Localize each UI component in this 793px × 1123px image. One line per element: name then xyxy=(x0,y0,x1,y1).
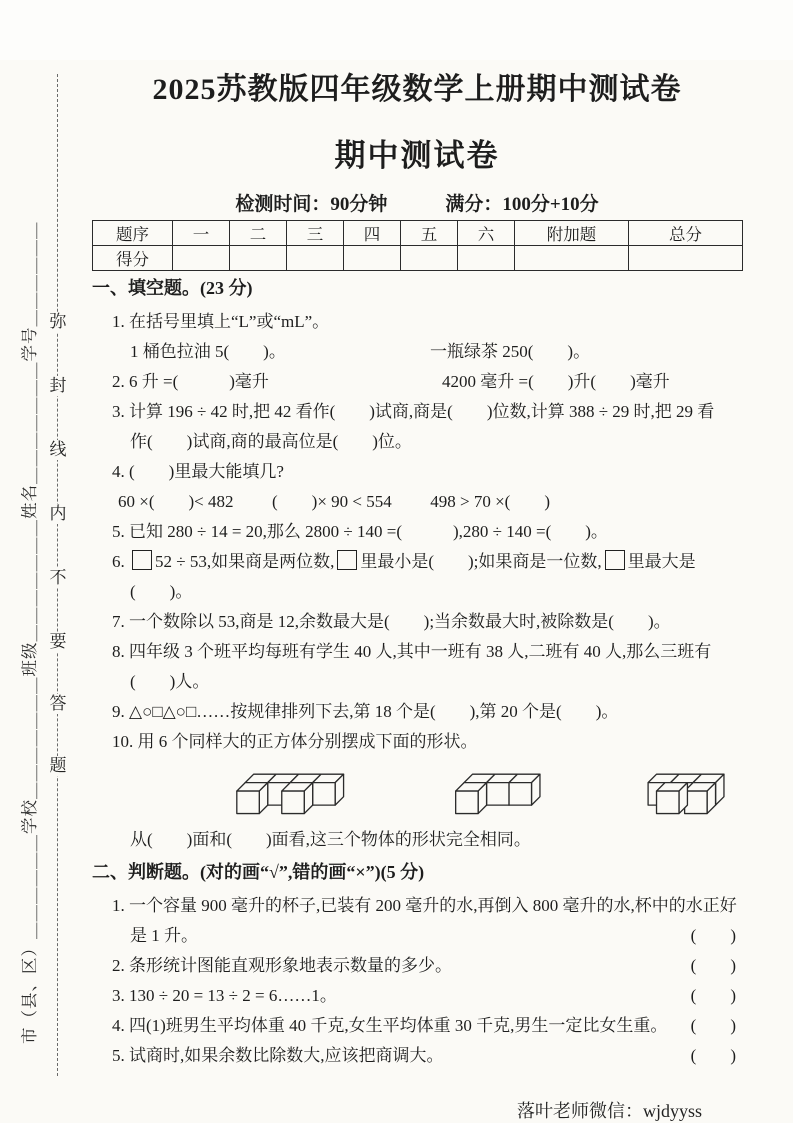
judge-q2-text: 2. 条形统计图能直观形象地表示数量的多少。 xyxy=(112,956,452,975)
seal-char: 封 xyxy=(47,376,69,396)
fill-q4b: ( )× 90 < 554 xyxy=(272,492,392,511)
page-subtitle: 期中测试卷 xyxy=(334,138,500,173)
fill-q5: 5. 已知 280 ÷ 14 = 20,那么 2800 ÷ 140 =( ),280 ÷ 140 =( )。 xyxy=(112,522,608,541)
score-col-header: 二 xyxy=(230,221,287,246)
page-title: 2025苏教版四年级数学上册期中测试卷 xyxy=(152,73,682,106)
score-col-header: 三 xyxy=(287,221,344,246)
judge-q2 xyxy=(92,951,742,981)
judge-q1-line1: 1. 一个容量 900 毫升的杯子,已装有 200 毫升的水,再倒入 800 毫升的水,杯中的水正好 xyxy=(112,896,737,915)
score-cell-empty xyxy=(287,246,344,271)
fill-q1-blanks xyxy=(92,337,742,367)
fill-q1a: 1 桶色拉油 5( )。 xyxy=(130,342,286,361)
fill-q2 xyxy=(92,367,742,397)
blank-box xyxy=(337,550,357,570)
fill-q6-text: 6. xyxy=(112,552,129,571)
score-col-header: 总分 xyxy=(629,221,743,246)
answer-bracket: ( ) xyxy=(690,956,736,975)
section-1-heading: 一、填空题。(23 分) xyxy=(92,278,253,298)
fill-q8-line1: 8. 四年级 3 个班平均每班有学生 40 人,其中一班有 38 人,二班有 40 人,那么三班有 xyxy=(112,642,712,661)
paper-content xyxy=(92,0,742,1123)
score-cell-empty xyxy=(173,246,230,271)
exam-score-label: 满分：100分+10分 xyxy=(445,194,599,215)
score-cell-empty xyxy=(629,246,743,271)
score-row-label: 得分 xyxy=(93,246,173,271)
judge-questions xyxy=(92,891,742,1071)
answer-bracket: ( ) xyxy=(690,1016,736,1035)
judge-q1-text: 是 1 升。 xyxy=(130,926,198,945)
footer-credit: 落叶老师微信：wjdyyss xyxy=(516,1101,702,1121)
score-table-score-row xyxy=(93,246,743,271)
seal-char: 弥 xyxy=(47,312,69,332)
fill-q6-text: 里最大是 xyxy=(627,552,696,571)
fill-q1b: 一瓶绿茶 250( )。 xyxy=(430,342,591,361)
fill-q6-line1 xyxy=(92,547,742,577)
score-cell-empty xyxy=(401,246,458,271)
judge-q4-text: 4. 四(1)班男生平均体重 40 千克,女生平均体重 30 千克,男生一定比女生重。 xyxy=(112,1016,668,1035)
score-cell-empty xyxy=(515,246,629,271)
cube-figure-1 xyxy=(234,759,374,825)
seal-char: 不 xyxy=(47,568,69,588)
exam-time-label: 检测时间：90分钟 xyxy=(235,194,388,215)
answer-bracket: ( ) xyxy=(690,926,736,945)
fill-q8-line2: ( )人。 xyxy=(130,672,210,691)
section-2-heading: 二、判断题。(对的画“√”,错的画“×”)(5 分) xyxy=(92,862,425,882)
score-col-header: 题序 xyxy=(93,221,173,246)
score-table-header-row xyxy=(93,221,743,246)
judge-q3 xyxy=(92,981,742,1011)
fill-q2b: 4200 毫升 =( )升( )毫升 xyxy=(442,372,670,391)
fill-q7: 7. 一个数除以 53,商是 12,余数最大是( );当余数最大时,被除数是( )。 xyxy=(112,612,671,631)
seal-char: 要 xyxy=(47,632,69,652)
score-col-header: 四 xyxy=(344,221,401,246)
blank-box xyxy=(132,550,152,570)
fill-q9: 9. △○□△○□……按规律排列下去,第 18 个是( ),第 20 个是( )。 xyxy=(112,702,619,721)
fill-q6-line2: ( )。 xyxy=(130,582,193,601)
student-info-fields: 市（县、区）＿＿＿＿＿＿学校＿＿＿＿＿＿＿班级＿＿＿＿＿＿＿姓名＿＿＿＿＿＿＿学号＿＿＿＿＿＿ xyxy=(20,221,39,1044)
cube-figure-2 xyxy=(436,759,558,825)
fill-q10: 10. 用 6 个同样大的正方体分别摆成下面的形状。 xyxy=(112,732,478,751)
seal-char: 题 xyxy=(47,756,69,776)
score-col-header: 附加题 xyxy=(515,221,629,246)
fill-q4: 4. ( )里最大能填几? xyxy=(112,462,284,481)
seal-char: 线 xyxy=(47,440,69,460)
fill-q10-caption: 从( )面和( )面看,这三个物体的形状完全相同。 xyxy=(130,830,531,849)
judge-q3-text: 3. 130 ÷ 20 = 13 ÷ 2 = 6……1。 xyxy=(112,986,337,1005)
cube-figures xyxy=(92,759,742,825)
blank-box xyxy=(605,550,625,570)
fill-q3-line2: 作( )试商,商的最高位是( )位。 xyxy=(130,432,412,451)
fill-q3-line1: 3. 计算 196 ÷ 42 时,把 42 看作( )试商,商是( )位数,计算 388 ÷ 29 时,把 29 看 xyxy=(112,402,715,421)
seal-char: 内 xyxy=(47,504,69,524)
answer-bracket: ( ) xyxy=(690,986,736,1005)
fill-q4-expressions xyxy=(92,487,550,517)
fill-q2a: 2. 6 升 =( )毫升 xyxy=(112,372,269,391)
score-cell-empty xyxy=(230,246,287,271)
cube-figure-3 xyxy=(620,759,742,825)
fill-q6-text: 52 ÷ 53,如果商是两位数, xyxy=(155,552,335,571)
exam-info xyxy=(92,189,742,216)
score-col-header: 六 xyxy=(458,221,515,246)
fill-q1: 1. 在括号里填上“L”或“mL”。 xyxy=(112,312,330,331)
answer-bracket: ( ) xyxy=(690,1046,736,1065)
score-col-header: 一 xyxy=(173,221,230,246)
score-col-header: 五 xyxy=(401,221,458,246)
fill-q4c: 498 > 70 ×( ) xyxy=(430,492,550,511)
judge-q5-text: 5. 试商时,如果余数比除数大,应该把商调大。 xyxy=(112,1046,444,1065)
fill-q4a: 60 ×( )< 482 xyxy=(118,492,234,511)
score-cell-empty xyxy=(344,246,401,271)
judge-q4 xyxy=(92,1011,742,1041)
judge-q5 xyxy=(92,1041,742,1071)
judge-q1-line2 xyxy=(92,921,742,951)
fill-in-questions xyxy=(92,307,742,757)
fill-q6-text: 里最小是( );如果商是一位数, xyxy=(360,552,602,571)
score-table xyxy=(92,220,743,271)
score-cell-empty xyxy=(458,246,515,271)
seal-char: 答 xyxy=(47,694,69,714)
